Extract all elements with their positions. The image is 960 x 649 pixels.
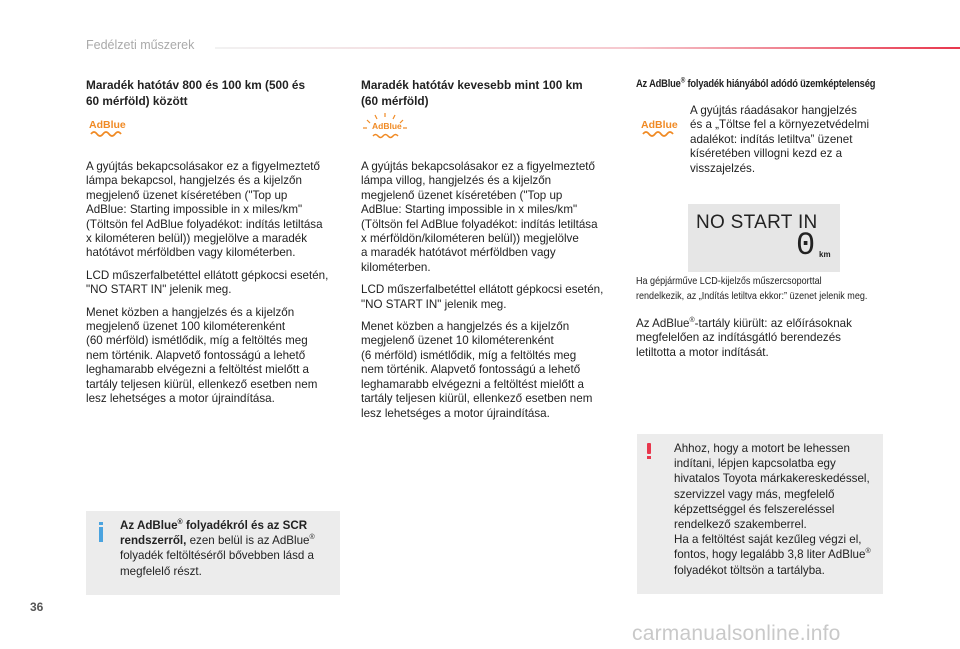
col3-title: Az AdBlue® folyadék hiányából adódó üzemképtelenség <box>636 77 876 90</box>
warning-box <box>637 434 883 594</box>
section-title: Fedélzeti műszerek <box>86 38 195 52</box>
adblue-flashing-icon <box>361 112 409 142</box>
lcd-digit: 0 <box>796 227 816 264</box>
col2-body <box>361 160 623 429</box>
watermark: carmanualsonline.info <box>632 622 841 645</box>
col2-paragraph-3: Menet közben a hangjelzés és a kijelzőn megjelenő üzenet 10 kilométerenként (6 mérföld) ismétlődik, míg a feltöltés meg nem történik. Alapvető fontosságú a lehető leghamarabb elvégezni a feltöltést mielőtt a tartály teljesen kiürül, ellenkező esetben nem lesz lehetséges a motor újraindítása. <box>361 320 593 420</box>
header-rule <box>215 47 960 49</box>
lcd-caption: Ha gépjárműve LCD-kijelzős műszercsoporttal rendelkezik, az „Indítás letiltva ekkor:” üzenet jelenik meg. <box>636 275 868 302</box>
col1-title: Maradék hatótáv 800 és 100 km (500 és 60 mérföld) között <box>86 78 306 108</box>
page-number: 36 <box>30 600 44 614</box>
col2-paragraph-1: A gyújtás bekapcsolásakor ez a figyelmeztető lámpa villog, hangjelzés és a kijelzőn megjelenő üzenet kíséretében ("Top up AdBlue: Starting impossible in x miles/km" (Töltsön fel AdBlue folyadékot: indítás letiltása x mérföldön/kilométeren belül)) megjelölve a maradék hatótávot mérföldben vagy kilométerben. <box>361 160 598 274</box>
adblue-icon-label: AdBlue <box>89 119 126 131</box>
col3-intro: A gyújtás ráadásakor hangjelzés és a „Töltse fel a környezetvédelmi adalékot: indítás letiltva” üzenet kíséretében villogni kezd ez a visszajelzés. <box>690 104 870 175</box>
info-icon <box>98 522 104 544</box>
lcd-unit: km <box>819 250 831 259</box>
col2-title: Maradék hatótáv kevesebb mint 100 km (60 mérföld) <box>361 78 583 108</box>
col1-paragraph-2: LCD műszerfalbetéttel ellátott gépkocsi esetén, "NO START IN" jelenik meg. <box>86 268 329 297</box>
adblue-empty-icon <box>640 117 680 139</box>
adblue-warning-icon <box>88 117 128 139</box>
col1-paragraph-1: A gyújtás bekapcsolásakor ez a figyelmeztető lámpa bekapcsol, hangjelzés és a kijelzőn megjelenő üzenet kíséretében ("Top up AdBlue: Starting impossible in x miles/km" (Töltsön fel AdBlue folyadékot: indítás letiltása x kilométeren belül)) megjelölve a maradék hatótávot mérföldben vagy kilométerben. <box>86 160 323 260</box>
col1-body <box>86 160 348 415</box>
col1-paragraph-3: Menet közben a hangjelzés és a kijelzőn megjelenő üzenet 100 kilométerenként (60 mérföld) ismétlődik, míg a feltöltés meg nem történik. Alapvető fontosságú a lehető leghamarabb elvégezni a feltöltést mielőtt a tartály teljesen kiürül, ellenkező esetben nem lesz lehetséges a motor újraindítása. <box>86 305 318 406</box>
info-text: Az AdBlue® folyadékról és az SCR rendszerről, ezen belül is az AdBlue® folyadék feltöltéséről bővebben lásd a megfelelő részt. <box>120 519 315 578</box>
adblue-empty-icon-label: AdBlue <box>641 119 678 131</box>
lcd-no-start-display <box>688 204 840 272</box>
warning-text: Ahhoz, hogy a motort be lehessen indítani, lépjen kapcsolatba egy hivatalos Toyota márkakereskedéssel, szervizzel vagy más, megfelelő képzettséggel és felszereléssel rendelkező szakemberrel. Ha a feltöltést saját kezűleg végzi el, fontos, hogy legalább 3,8 liter AdBlue® folyadékot töltsön a tartályba. <box>674 442 871 577</box>
lcd-no-start-text: NO START IN <box>696 212 818 233</box>
exclamation-icon <box>645 443 653 457</box>
col2-paragraph-2: LCD műszerfalbetéttel ellátott gépkocsi esetén, "NO START IN" jelenik meg. <box>361 283 604 311</box>
column-range-under-100 <box>361 77 621 109</box>
info-box <box>86 511 340 595</box>
adblue-flashing-icon-label: AdBlue <box>372 121 402 131</box>
column-range-800-100 <box>86 77 346 109</box>
col3-empty-text: Az AdBlue®-tartály kiürült: az előírásoknak megfelelően az indításgátló berendezés letiltotta a motor indítását. <box>636 317 852 359</box>
